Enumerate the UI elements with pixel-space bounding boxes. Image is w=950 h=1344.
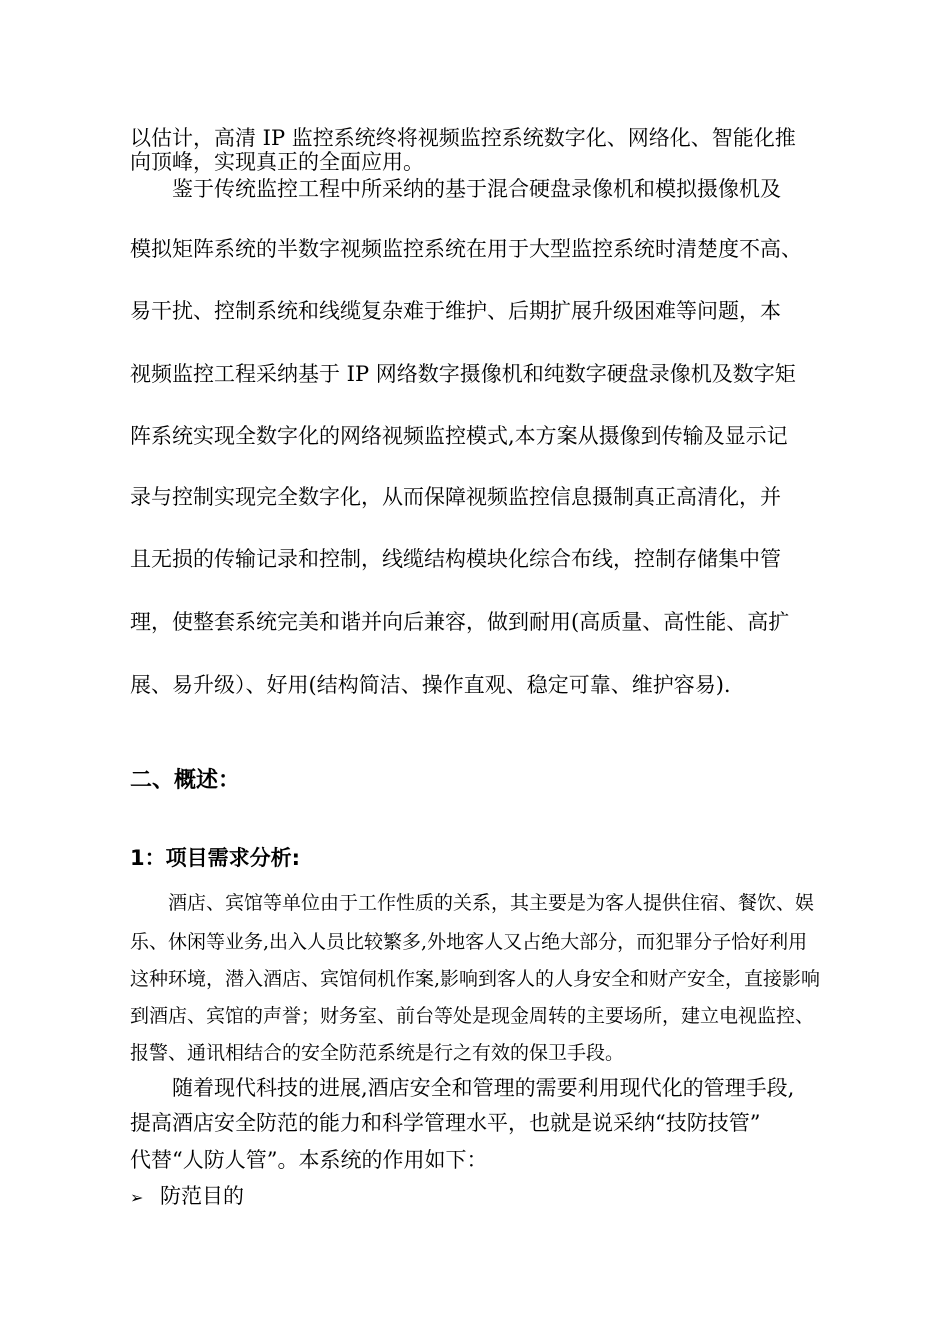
main-paragraph-line-7: 且无损的传输记录和控制，线缆结构模块化综合布线，控制存储集中管 (130, 547, 781, 571)
main-paragraph-line-6: 录与控制实现完全数字化，从而保障视频监控信息摄制真正高清化，并 (130, 485, 781, 509)
bullet-list-item (130, 1183, 244, 1211)
closing-paragraph-line-2: 提高酒店安全防范的能力和科学管理水平，也就是说采纳“技防技管” (130, 1111, 761, 1135)
closing-paragraph-line-1: 随着现代科技的进展,酒店安全和管理的需要利用现代化的管理手段, (130, 1076, 795, 1100)
analysis-paragraph-line-3: 这种环境，潜入酒店、宾馆伺机作案,影响到客人的人身安全和财产安全，直接影响 (130, 968, 821, 990)
main-paragraph-line-2: 模拟矩阵系统的半数字视频监控系统在用于大型监控系统时清楚度不高、 (130, 237, 802, 261)
main-paragraph-line-4: 视频监控工程采纳基于 IP 网络数字摄像机和纯数字硬盘录像机及数字矩 (130, 362, 796, 386)
bullet-item-text: 防范目的 (160, 1184, 244, 1208)
subsection-heading: 1：项目需求分析: (130, 846, 301, 870)
analysis-paragraph-line-4: 到酒店、宾馆的声誉；财务室、前台等处是现金周转的主要场所，建立电视监控、 (130, 1005, 815, 1027)
main-paragraph-line-3: 易干扰、控制系统和线缆复杂难于维护、后期扩展升级困难等问题，本 (130, 299, 781, 323)
closing-paragraph-line-3: 代替“人防人管”。本系统的作用如下： (130, 1148, 488, 1172)
section-heading: 二、概述： (130, 768, 241, 793)
arrowhead-bullet-icon: ➢ (130, 1188, 144, 1207)
analysis-paragraph-line-1: 酒店、宾馆等单位由于工作性质的关系，其主要是为客人提供住宿、餐饮、娱 (130, 892, 815, 914)
main-paragraph-line-1: 鉴于传统监控工程中所采纳的基于混合硬盘录像机和模拟摄像机及 (130, 177, 781, 201)
main-paragraph-line-8: 理，使整套系统完美和谐并向后兼容，做到耐用(高质量、高性能、高扩 (130, 610, 790, 634)
main-paragraph-line-9: 展、易升级）、好用(结构简洁、操作直观、稳定可靠、维护容易). (130, 673, 731, 697)
top-paragraph-line-1: 以估计，高清 IP 监控系统终将视频监控系统数字化、网络化、智能化推 (130, 126, 796, 150)
analysis-paragraph-line-2: 乐、休闲等业务,出入人员比较繁多,外地客人又占绝大部分，而犯罪分子恰好利用 (130, 931, 808, 953)
top-paragraph-line-2: 向顶峰，实现真正的全面应用。 (130, 150, 424, 174)
analysis-paragraph-line-5: 报警、通讯相结合的安全防范系统是行之有效的保卫手段。 (130, 1042, 625, 1064)
main-paragraph-line-5: 阵系统实现全数字化的网络视频监控模式,本方案从摄像到传输及显示记 (130, 424, 788, 448)
